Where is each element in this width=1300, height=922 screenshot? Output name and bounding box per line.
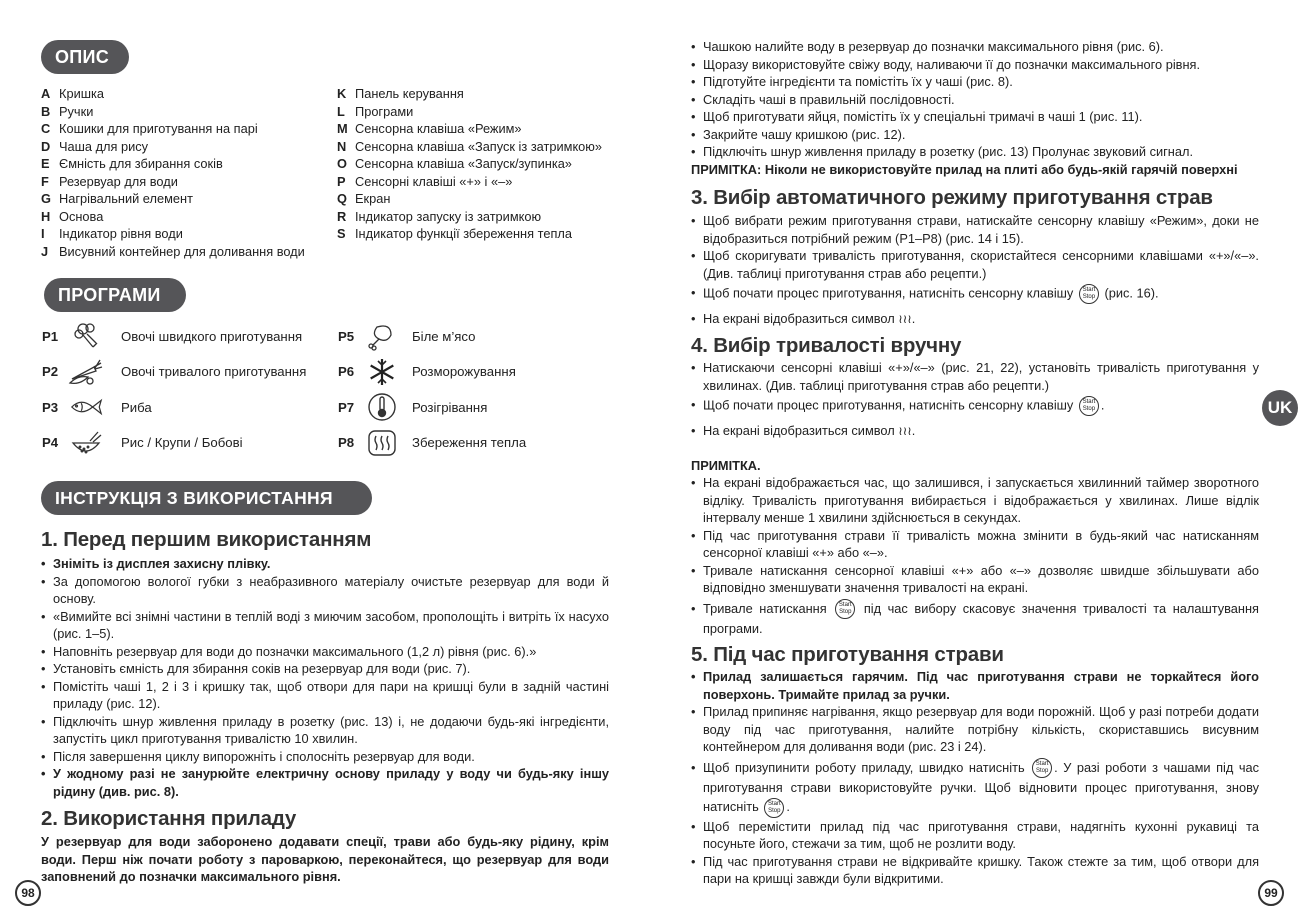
- program-label: Рис / Крупи / Бобові: [121, 435, 243, 450]
- s5-item-4: • Щоб перемістити прилад під час приготування страви, надягніть кухонні рукавиці та посуньте його, стежачи за тим, щоб не розлити воду.: [691, 818, 1259, 853]
- instructions-heading: ІНСТРУКЦІЯ З ВИКОРИСТАННЯ: [41, 481, 372, 515]
- legend-letter: R: [337, 208, 347, 224]
- program-label: Риба: [121, 399, 152, 415]
- section-2-title: 2. Використання приладу: [41, 807, 297, 830]
- legend-item: [337, 190, 390, 208]
- legend-item: [41, 173, 178, 191]
- s3-item-3: [691, 284, 1259, 304]
- legend-item: [41, 155, 223, 173]
- list-item: • Помістіть чаші 1, 2 і 3 і кришку так, щоб отвори для пари на кришці були в задній частині приладу (рис. 12).: [41, 678, 609, 713]
- list-item: • Зніміть із дисплея захисну плівку.: [41, 555, 609, 573]
- legend-text: Індикатор запуску із затримкою: [355, 208, 542, 224]
- program-code: P8: [338, 435, 355, 450]
- s3-item-4: • На екрані відобразиться символ ≀≀≀.: [691, 310, 1259, 329]
- program-item: [338, 354, 516, 390]
- uk-language-badge: UK: [1262, 390, 1298, 426]
- start-stop-icon: Start Stop: [1032, 758, 1052, 778]
- legend-item: [337, 208, 541, 226]
- program-code: P7: [338, 399, 355, 415]
- program-item: [42, 389, 152, 425]
- s4-item-2-text-b: .: [1100, 397, 1105, 413]
- legend-item: [41, 208, 103, 226]
- legend-text: Кришка: [59, 86, 104, 101]
- program-code: P2: [42, 364, 59, 379]
- legend-letter: C: [41, 121, 51, 136]
- carrot-icon: [68, 356, 104, 388]
- note-last-item: [691, 599, 1259, 639]
- legend-text: Кошики для приготування на парі: [59, 121, 258, 136]
- steam-icon: [364, 427, 400, 459]
- list-item: • Тривале натискання сенсорної клавіші «+» або «–» дозволяє швидше збільшувати або відповідно зменшувати значення тривалості на екрані.: [691, 562, 1259, 597]
- start-stop-icon: Start Stop: [764, 798, 784, 818]
- section-4-list: [691, 359, 1259, 441]
- steam-symbol-icon: ≀≀≀: [898, 312, 912, 326]
- s5-item-1: • Прилад залишається гарячим. Під час приготування страви не торкайтеся його поверхонь. Тримайте прилад за ручки.: [691, 668, 1259, 703]
- list-item: • Щоразу використовуйте свіжу воду, наливаючи її до позначки максимального рівня.: [691, 56, 1259, 74]
- program-item: [42, 318, 302, 354]
- opys-heading: ОПИС: [41, 40, 129, 74]
- legend-item: [41, 120, 258, 138]
- legend-text: Індикатор функції збереження тепла: [355, 226, 572, 241]
- program-label: Овочі тривалого приготування: [121, 364, 307, 379]
- legend-item: [337, 103, 413, 121]
- section-5-list: [691, 668, 1259, 888]
- legend-letter: S: [337, 226, 346, 241]
- program-code: P1: [42, 328, 59, 344]
- legend-text: Основа: [59, 208, 104, 224]
- list-item: • Установіть ємність для збирання соків на резервуар для води (рис. 7).: [41, 660, 609, 678]
- legend-letter: D: [41, 138, 51, 154]
- legend-text: Сенсорна клавіша «Запуск із затримкою»: [355, 138, 603, 154]
- legend-letter: I: [41, 226, 45, 241]
- s3-item-4-text: На екрані відобразиться символ: [703, 311, 895, 326]
- section-1-title: 1. Перед першим використанням: [41, 528, 372, 551]
- s3-item-1: • Щоб вибрати режим приготування страви, натискайте сенсорну клавішу «Режим», доки не відобразиться потрібний режим (P1–P8) (рис. 14 і 15).: [691, 212, 1259, 247]
- list-item: • Щоб приготувати яйця, помістіть їх у спеціальні тримачі в чаші 1 (рис. 11).: [691, 108, 1259, 126]
- program-label: Розігрівання: [412, 399, 488, 415]
- legend-text: Нагрівальний елемент: [59, 191, 193, 206]
- legend-letter: A: [41, 86, 51, 101]
- legend-text: Ручки: [59, 103, 94, 119]
- legend-letter: K: [337, 86, 347, 101]
- legend-item: [337, 120, 522, 138]
- legend-text: Екран: [355, 191, 391, 206]
- legend-text: Чаша для рису: [59, 138, 149, 154]
- legend-item: [41, 225, 183, 243]
- top-list: [691, 38, 1259, 161]
- legend-letter: Q: [337, 191, 347, 206]
- list-item: • Чашкою налийте воду в резервуар до позначки максимального рівня (рис. 6).: [691, 38, 1259, 56]
- section-3-list: [691, 212, 1259, 329]
- section-5-title: 5. Під час приготування страви: [691, 643, 1004, 666]
- legend-letter: L: [337, 103, 345, 119]
- legend-letter: M: [337, 121, 348, 136]
- list-item: • Підключіть шнур живлення приладу в розетку (рис. 13) і, не додаючи будь-які інгредієнти, запустіть цикл приготування тривалістю 10 хвилин.: [41, 713, 609, 748]
- list-item: • Закрийте чашу кришкою (рис. 12).: [691, 126, 1259, 144]
- legend-letter: N: [337, 138, 347, 154]
- list-item: • За допомогою вологої губки з неабразивного матеріалу очистьте резервуар для води й основу.: [41, 573, 609, 608]
- legend-text: Сенсорна клавіша «Режим»: [355, 121, 522, 136]
- legend-item: [41, 190, 193, 208]
- chicken-leg-icon: [364, 320, 400, 352]
- s4-item-1: • Натискаючи сенсорні клавіші «+»/«–» (рис. 21, 22), установіть тривалість приготування у хвилинах. (Див. таблиці приготування страв або рецепти.): [691, 359, 1259, 394]
- program-item: [42, 425, 243, 461]
- start-stop-icon: Start Stop: [1079, 396, 1099, 416]
- s4-item-3: • На екрані відобразиться символ ≀≀≀.: [691, 422, 1259, 441]
- s3-item-3-text-a: Щоб почати процес приготування, натисніть сенсорну клавішу: [703, 285, 1074, 301]
- note-title: ПРИМІТКА.: [691, 458, 761, 473]
- page-number-left: 98: [15, 880, 41, 906]
- s4-item-3-text: На екрані відобразиться символ: [703, 423, 895, 438]
- list-item: • Після завершення циклу випорожніть і сполосніть резервуар для води.: [41, 748, 609, 766]
- legend-item: [337, 225, 572, 243]
- page-number-right: 99: [1258, 880, 1284, 906]
- legend-text: Ємність для збирання соків: [59, 156, 223, 171]
- s5-item-3-text-b: . У разі роботи з чашами під час приготування страви використовуйте ручки. Щоб відновити процес приготування, знову натисніть: [703, 759, 1259, 815]
- program-code: P5: [338, 328, 355, 344]
- legend-text: Панель керування: [355, 86, 464, 101]
- legend-letter: H: [41, 208, 51, 224]
- s4-item-2-text-a: Щоб почати процес приготування, натисніть сенсорну клавішу: [703, 397, 1074, 413]
- program-label: Збереження тепла: [412, 435, 527, 450]
- s5-item-3: [691, 758, 1259, 818]
- program-item: [42, 354, 306, 390]
- list-item: • Під час приготування страви її тривалість можна змінити в будь-який час натисканням сенсорної клавіші «+» або «–».: [691, 527, 1259, 562]
- list-item: • Складіть чаші в правильній послідовності.: [691, 91, 1259, 109]
- section-2-paragraph: У резервуар для води заборонено додавати спеції, трави або будь-яку рідину, крім води. Перш ніж почати роботу з пароваркою, переконайтеся, що резервуар для води заповнений до позначки максимального рівня.: [41, 834, 609, 884]
- legend-text: Сенсорні клавіші «+» і «–»: [355, 173, 513, 189]
- legend-letter: O: [337, 156, 347, 171]
- legend-letter: B: [41, 103, 51, 119]
- section-1-list: [41, 555, 609, 800]
- program-label: Розморожування: [412, 364, 516, 379]
- legend-letter: P: [337, 173, 346, 189]
- steam-symbol-icon: ≀≀≀: [898, 424, 912, 438]
- section-4-title: 4. Вибір тривалості вручну: [691, 334, 962, 357]
- legend-text: Програми: [355, 103, 414, 119]
- rice-icon: [68, 427, 104, 459]
- list-item: • Підключіть шнур живлення приладу в розетку (рис. 13) Пролунає звуковий сигнал.: [691, 143, 1259, 161]
- legend-item: [337, 173, 512, 191]
- s5-item-3-text-a: Щоб призупинити роботу приладу, швидко натисніть: [703, 759, 1025, 775]
- s3-item-2: • Щоб скоригувати тривалість приготування, скористайтеся сенсорними клавішами «+»/«–». (Див. таблиці приготування страв або рецепти.): [691, 247, 1259, 282]
- list-item: • Підготуйте інгредієнти та помістіть їх у чаші (рис. 8).: [691, 73, 1259, 91]
- program-label: Біле м’ясо: [412, 328, 476, 344]
- s5-item-5: • Під час приготування страви не відкривайте кришку. Також стежте за тим, щоб отвори для пари на кришці завжди були відкритими.: [691, 853, 1259, 888]
- start-stop-icon: Start Stop: [835, 599, 855, 619]
- program-item: [338, 389, 487, 425]
- legend-item: [41, 85, 104, 103]
- legend-letter: G: [41, 191, 51, 206]
- list-item: • У жодному разі не занурюйте електричну основу приладу у воду чи будь-яку іншу рідину (див. рис. 8).: [41, 765, 609, 800]
- legend-item: [337, 85, 464, 103]
- note-last-text-b: під час вибору скасовує значення тривалості та налаштування програми.: [703, 600, 1259, 637]
- broccoli-icon: [68, 320, 104, 352]
- thermometer-icon: [364, 391, 400, 423]
- top-note: ПРИМІТКА: Ніколи не використовуйте прилад на плиті або будь-якій гарячій поверхні: [691, 162, 1238, 177]
- legend-text: Резервуар для води: [59, 173, 178, 189]
- program-code: P4: [42, 435, 59, 450]
- s5-item-3-text-c: .: [786, 799, 790, 815]
- legend-text: Індикатор рівня води: [59, 226, 183, 241]
- start-stop-icon: Start Stop: [1079, 284, 1099, 304]
- program-item: [338, 425, 526, 461]
- legend-item: [41, 138, 148, 156]
- section-3-title: 3. Вибір автоматичного режиму приготування страв: [691, 186, 1213, 209]
- note-list: [691, 474, 1259, 638]
- program-code: P3: [42, 399, 59, 415]
- legend-item: [41, 103, 93, 121]
- legend-item: [41, 243, 305, 261]
- snowflake-icon: [364, 356, 400, 388]
- list-item: • Наповніть резервуар для води до позначки максимального (1,2 л) рівня (рис. 6).»: [41, 643, 609, 661]
- legend-text: Висувний контейнер для доливання води: [59, 243, 305, 259]
- s4-item-2: [691, 396, 1259, 416]
- fish-icon: [68, 391, 104, 423]
- program-item: [338, 318, 476, 354]
- list-item: • На екрані відображається час, що залишився, і запускається хвилинний таймер зворотного відліку. Тривалість приготування вибирається і відображається у хвилинах. Лише відлік інтервалу менше 1 хвилини здійснюється в секундах.: [691, 474, 1259, 527]
- programs-heading: ПРОГРАМИ: [44, 278, 186, 312]
- program-code: P6: [338, 364, 355, 379]
- legend-item: [337, 155, 572, 173]
- legend-letter: E: [41, 156, 50, 171]
- program-label: Овочі швидкого приготування: [121, 328, 303, 344]
- s3-item-3-text-b: (рис. 16).: [1104, 285, 1159, 301]
- legend-letter: J: [41, 243, 49, 259]
- list-item: • «Вимийте всі знімні частини в теплій воді з миючим засобом, прополощіть і витріть їх насухо (рис. 1–5).: [41, 608, 609, 643]
- legend-text: Сенсорна клавіша «Запуск/зупинка»: [355, 156, 572, 171]
- note-last-text-a: Тривале натискання: [703, 600, 827, 616]
- legend-letter: F: [41, 173, 49, 189]
- legend-item: [337, 138, 602, 156]
- s5-item-2: • Прилад припиняє нагрівання, якщо резервуар для води порожній. Щоб у разі потреби додати воду під час приготування, налийте потрібну кількість, скориставшись висувним контейнером для доливання води (рис. 23 і 24).: [691, 703, 1259, 756]
